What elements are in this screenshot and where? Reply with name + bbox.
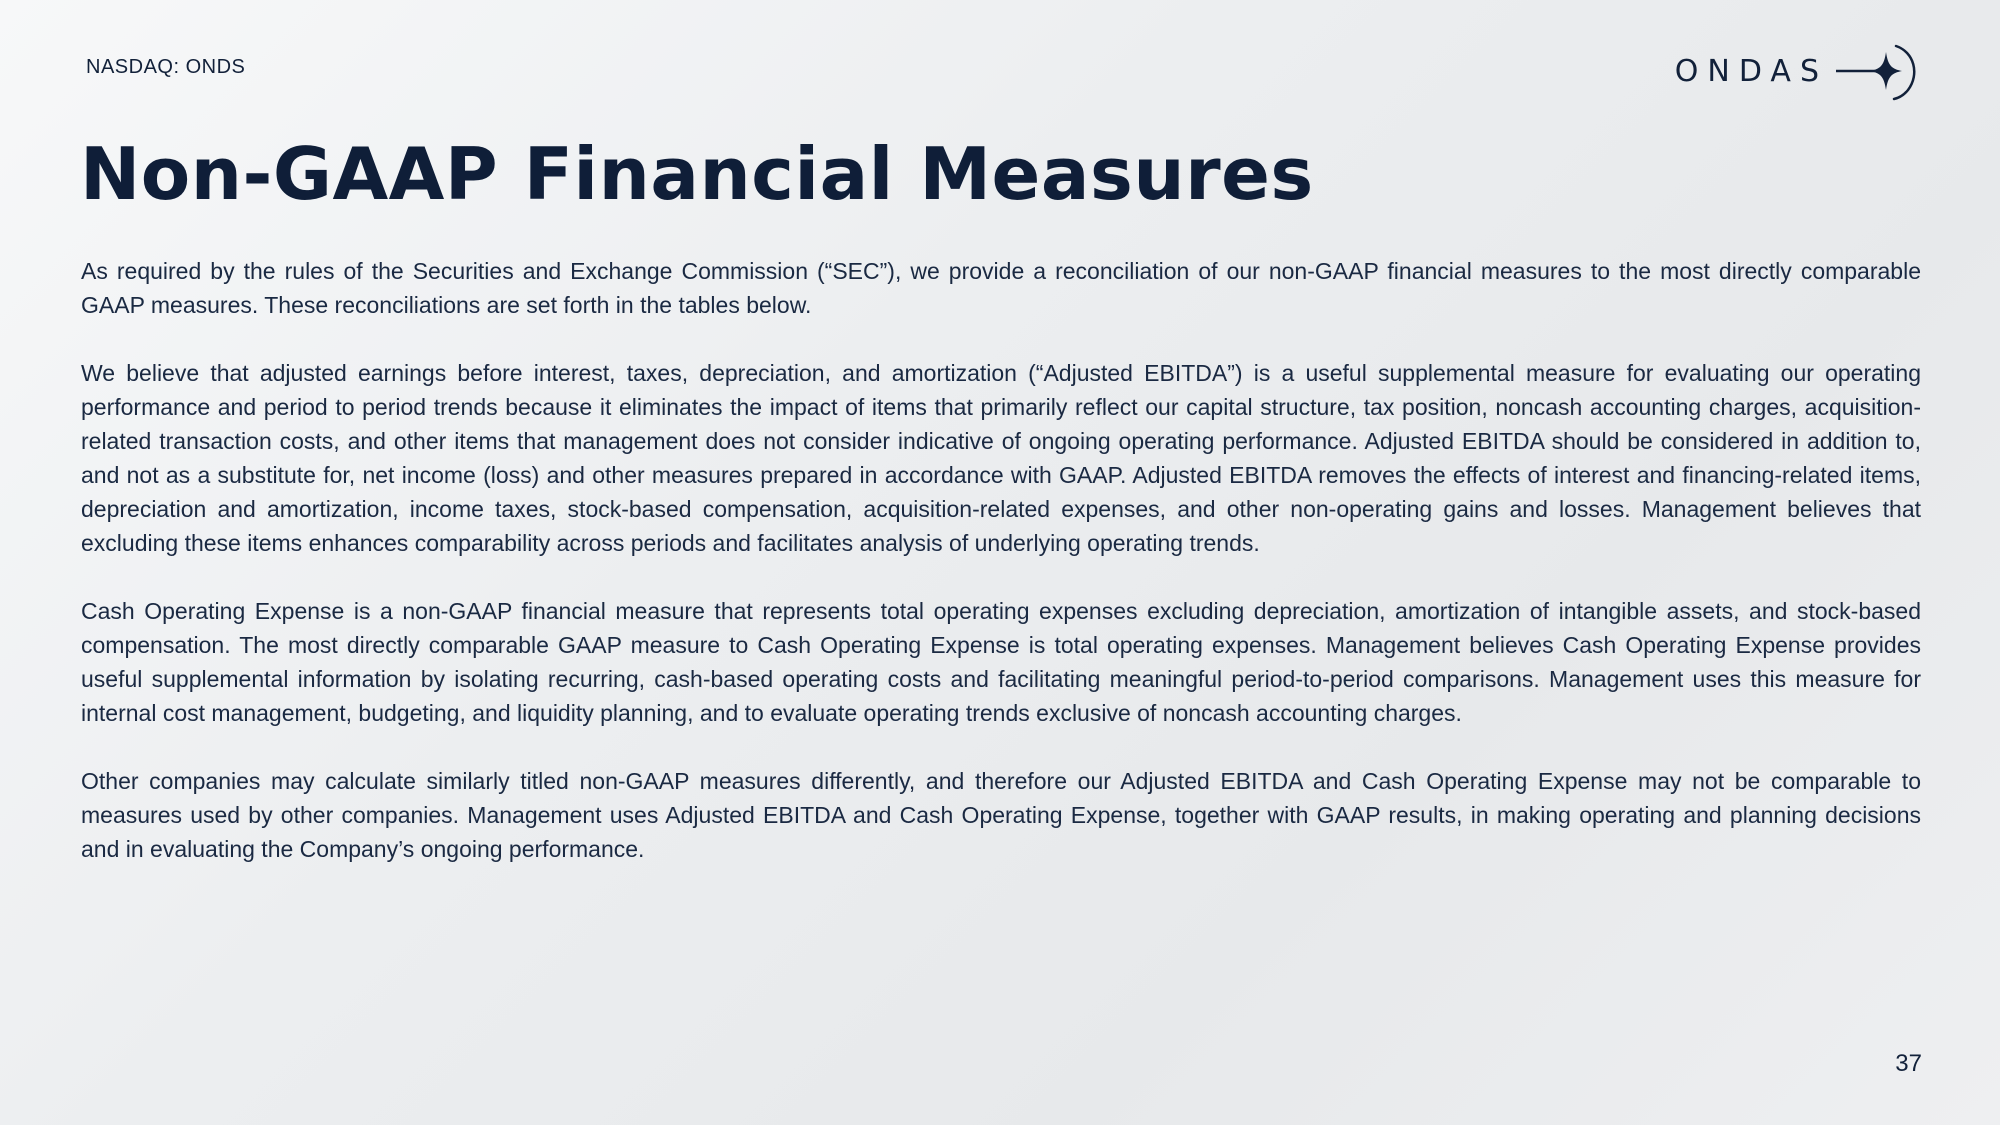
paragraph-comparability: Other companies may calculate similarly titled non-GAAP measures differently, and therefore our Adjusted EBITDA and Cash Operating Expense may not be comparable to measures used by other companies. Management uses Adjusted EBITDA and Cash Operating Expense, together with GAAP results, in making operating and planning decisions and in evaluating the Company’s ongoing performance.	[81, 768, 1921, 862]
page-title: Non-GAAP Financial Measures	[80, 132, 1314, 216]
paragraph-adjusted-ebitda: We believe that adjusted earnings before interest, taxes, depreciation, and amortization (“Adjusted EBITDA”) is a useful supplemental measure for evaluating our operating performance and period to period trends because it eliminates the impact of items that primarily reflect our capital structure, tax position, noncash accounting charges, acquisition-related transaction costs, and other items that management does not consider indicative of ongoing operating performance. Adjusted EBITDA should be considered in addition to, and not as a substitute for, net income (loss) and other measures prepared in accordance with GAAP. Adjusted EBITDA removes the effects of interest and financing-related items, depreciation and amortization, income taxes, stock-based compensation, acquisition-related expenses, and other non-operating gains and losses. Management believes that excluding these items enhances comparability across periods and facilitates analysis of underlying operating trends.	[81, 360, 1921, 556]
ticker-label: NASDAQ: ONDS	[86, 56, 246, 78]
paragraph-sec-reconciliation: As required by the rules of the Securities and Exchange Commission (“SEC”), we provide a reconciliation of our non-GAAP financial measures to the most directly comparable GAAP measures. These reconciliations are set forth in the tables below.	[81, 258, 1921, 318]
paragraph-cash-operating-expense: Cash Operating Expense is a non-GAAP financial measure that represents total operating expenses excluding depreciation, amortization of intangible assets, and stock-based compensation. The most directly comparable GAAP measure to Cash Operating Expense is total operating expenses. Management believes Cash Operating Expense provides useful supplemental information by isolating recurring, cash-based operating costs and facilitating meaningful period-to-period comparisons. Management uses this measure for internal cost management, budgeting, and liquidity planning, and to evaluate operating trends exclusive of noncash accounting charges.	[81, 598, 1921, 726]
page-number: 37	[1895, 1050, 1922, 1077]
logo-wordmark: ONDAS	[1674, 53, 1828, 89]
company-logo	[1675, 38, 1920, 104]
body-text	[81, 254, 1921, 900]
star-orbit-icon	[1834, 40, 1920, 102]
